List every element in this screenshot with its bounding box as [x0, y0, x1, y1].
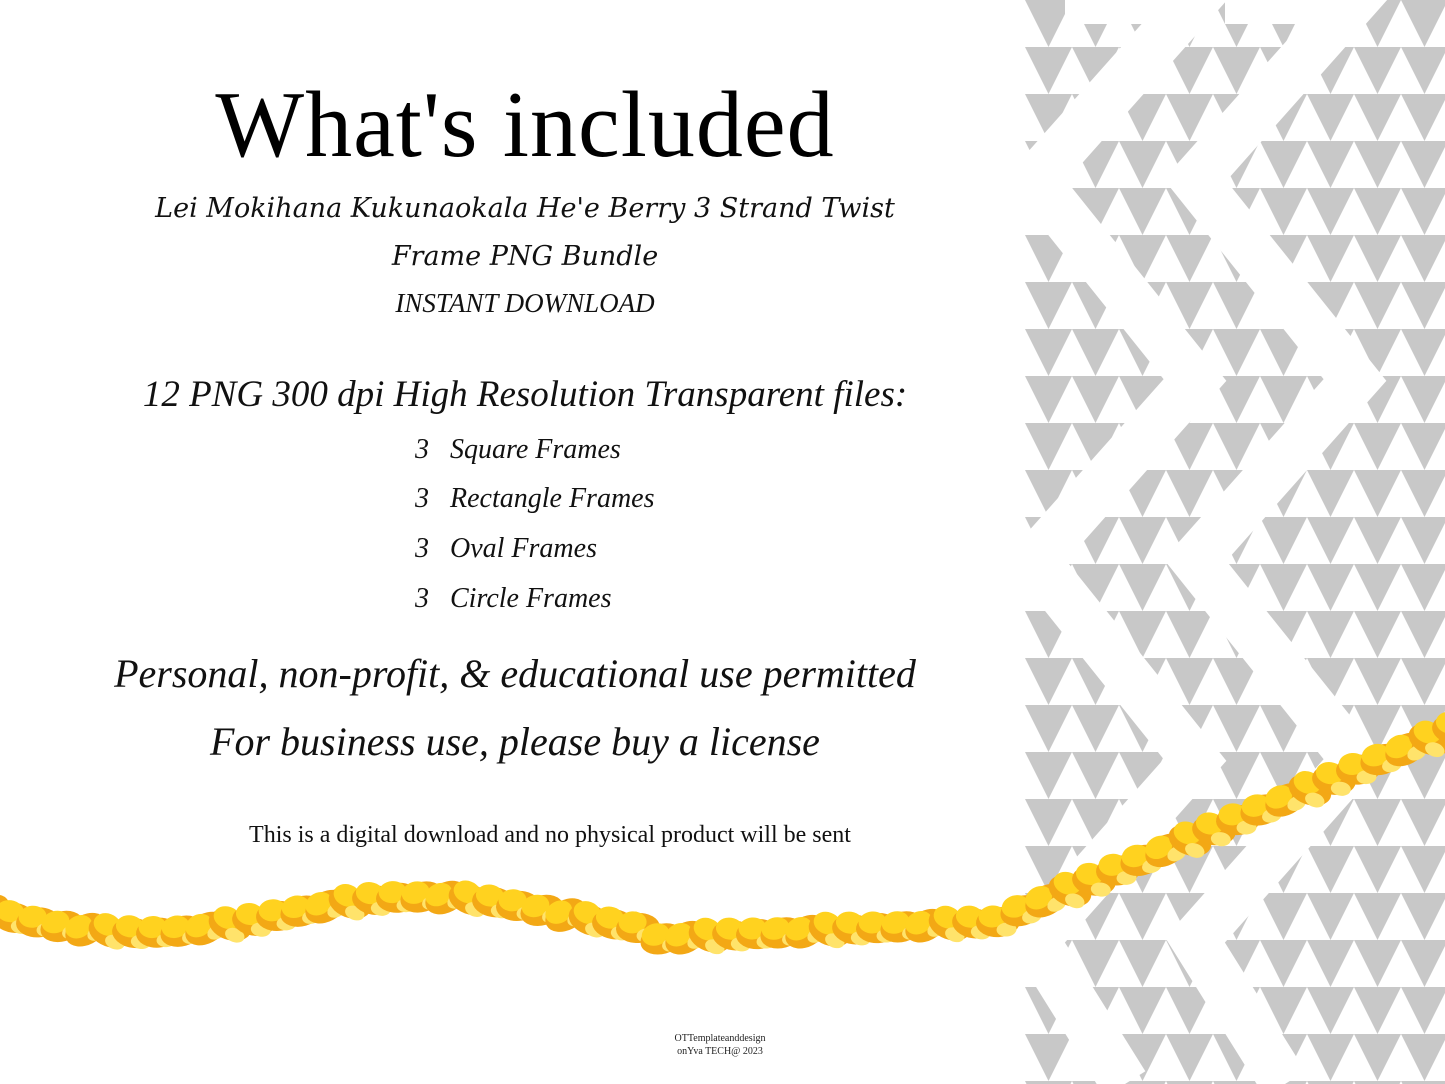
lei-flower	[444, 876, 496, 921]
credit-line1: OTTemplateanddesign	[674, 1033, 766, 1044]
license-permitted-text: Personal, non-profit, & educational use permitted	[114, 651, 916, 696]
lei-flower	[950, 903, 998, 941]
lei-flower	[756, 910, 807, 953]
license-business-text: For business use, please buy a license	[210, 719, 820, 764]
lei-flower	[804, 907, 856, 952]
lei-flower	[156, 909, 207, 952]
frame-count: 3	[415, 533, 429, 564]
lei-flower	[684, 913, 736, 958]
lei-flower	[615, 909, 661, 944]
lei-flower	[230, 901, 278, 939]
lei-flower	[84, 908, 136, 953]
lei-flower	[516, 888, 567, 931]
product-name-line1: Lei Mokihana Kukunaokala He'e Berry 3 Strand Twist	[155, 193, 895, 224]
credit-line2: onYva TECH@ 2023	[677, 1046, 763, 1057]
lei-flower	[179, 903, 233, 952]
product-name-line2: Frame PNG Bundle	[391, 241, 659, 272]
page-title: What's included	[215, 73, 835, 177]
files-heading: 12 PNG 300 dpi High Resolution Transparent files:	[142, 374, 908, 415]
lei-flower	[276, 889, 327, 932]
list-item	[415, 481, 655, 517]
frame-count: 3	[415, 434, 429, 465]
lei-flower	[15, 904, 61, 939]
lei-flower	[830, 909, 878, 947]
list-item	[415, 531, 597, 567]
lei-flower	[876, 904, 927, 947]
instant-download-label: INSTANT DOWNLOAD	[395, 288, 655, 318]
lei-flower	[924, 901, 976, 946]
credit-text	[600, 1032, 840, 1058]
lei-flower	[659, 912, 713, 961]
zigzag-band	[1035, 0, 1195, 1084]
list-item	[415, 432, 621, 468]
lei-flower	[110, 913, 158, 951]
lei-flower	[204, 901, 256, 946]
lei-flower	[0, 898, 38, 936]
lei-flower	[350, 880, 398, 918]
lei-flower	[735, 916, 781, 951]
frame-label: Oval Frames	[450, 533, 597, 564]
lei-flower	[495, 887, 541, 922]
lei-flower	[36, 904, 87, 947]
lei-flower	[779, 906, 833, 955]
frame-label: Rectangle Frames	[450, 483, 655, 514]
list-item	[415, 581, 612, 617]
lei-flower	[564, 896, 616, 941]
lei-flower	[135, 914, 181, 949]
lei-flower	[299, 881, 353, 930]
lei-flower	[375, 879, 421, 914]
digital-download-disclaimer: This is a digital download and no physical product will be sent	[249, 822, 851, 848]
triangle-pattern-panel	[1025, 0, 1445, 1084]
lei-flower	[636, 916, 687, 959]
frame-count: 3	[415, 483, 429, 514]
lei-flower	[0, 886, 16, 939]
lei-flower	[975, 904, 1021, 939]
lei-flower	[59, 904, 113, 953]
frame-count: 3	[415, 583, 429, 614]
lei-flower	[539, 890, 593, 939]
lei-flower	[590, 904, 638, 942]
lei-flower	[470, 882, 518, 920]
lei-flower	[255, 897, 301, 932]
frame-label: Circle Frames	[450, 583, 612, 614]
lei-flower	[396, 875, 447, 918]
lei-flower	[710, 915, 758, 953]
lei-flower	[324, 879, 376, 924]
lei-flower	[899, 900, 953, 949]
lei-flower	[419, 872, 473, 921]
lei-flower	[855, 910, 901, 945]
frame-label: Square Frames	[450, 434, 621, 465]
